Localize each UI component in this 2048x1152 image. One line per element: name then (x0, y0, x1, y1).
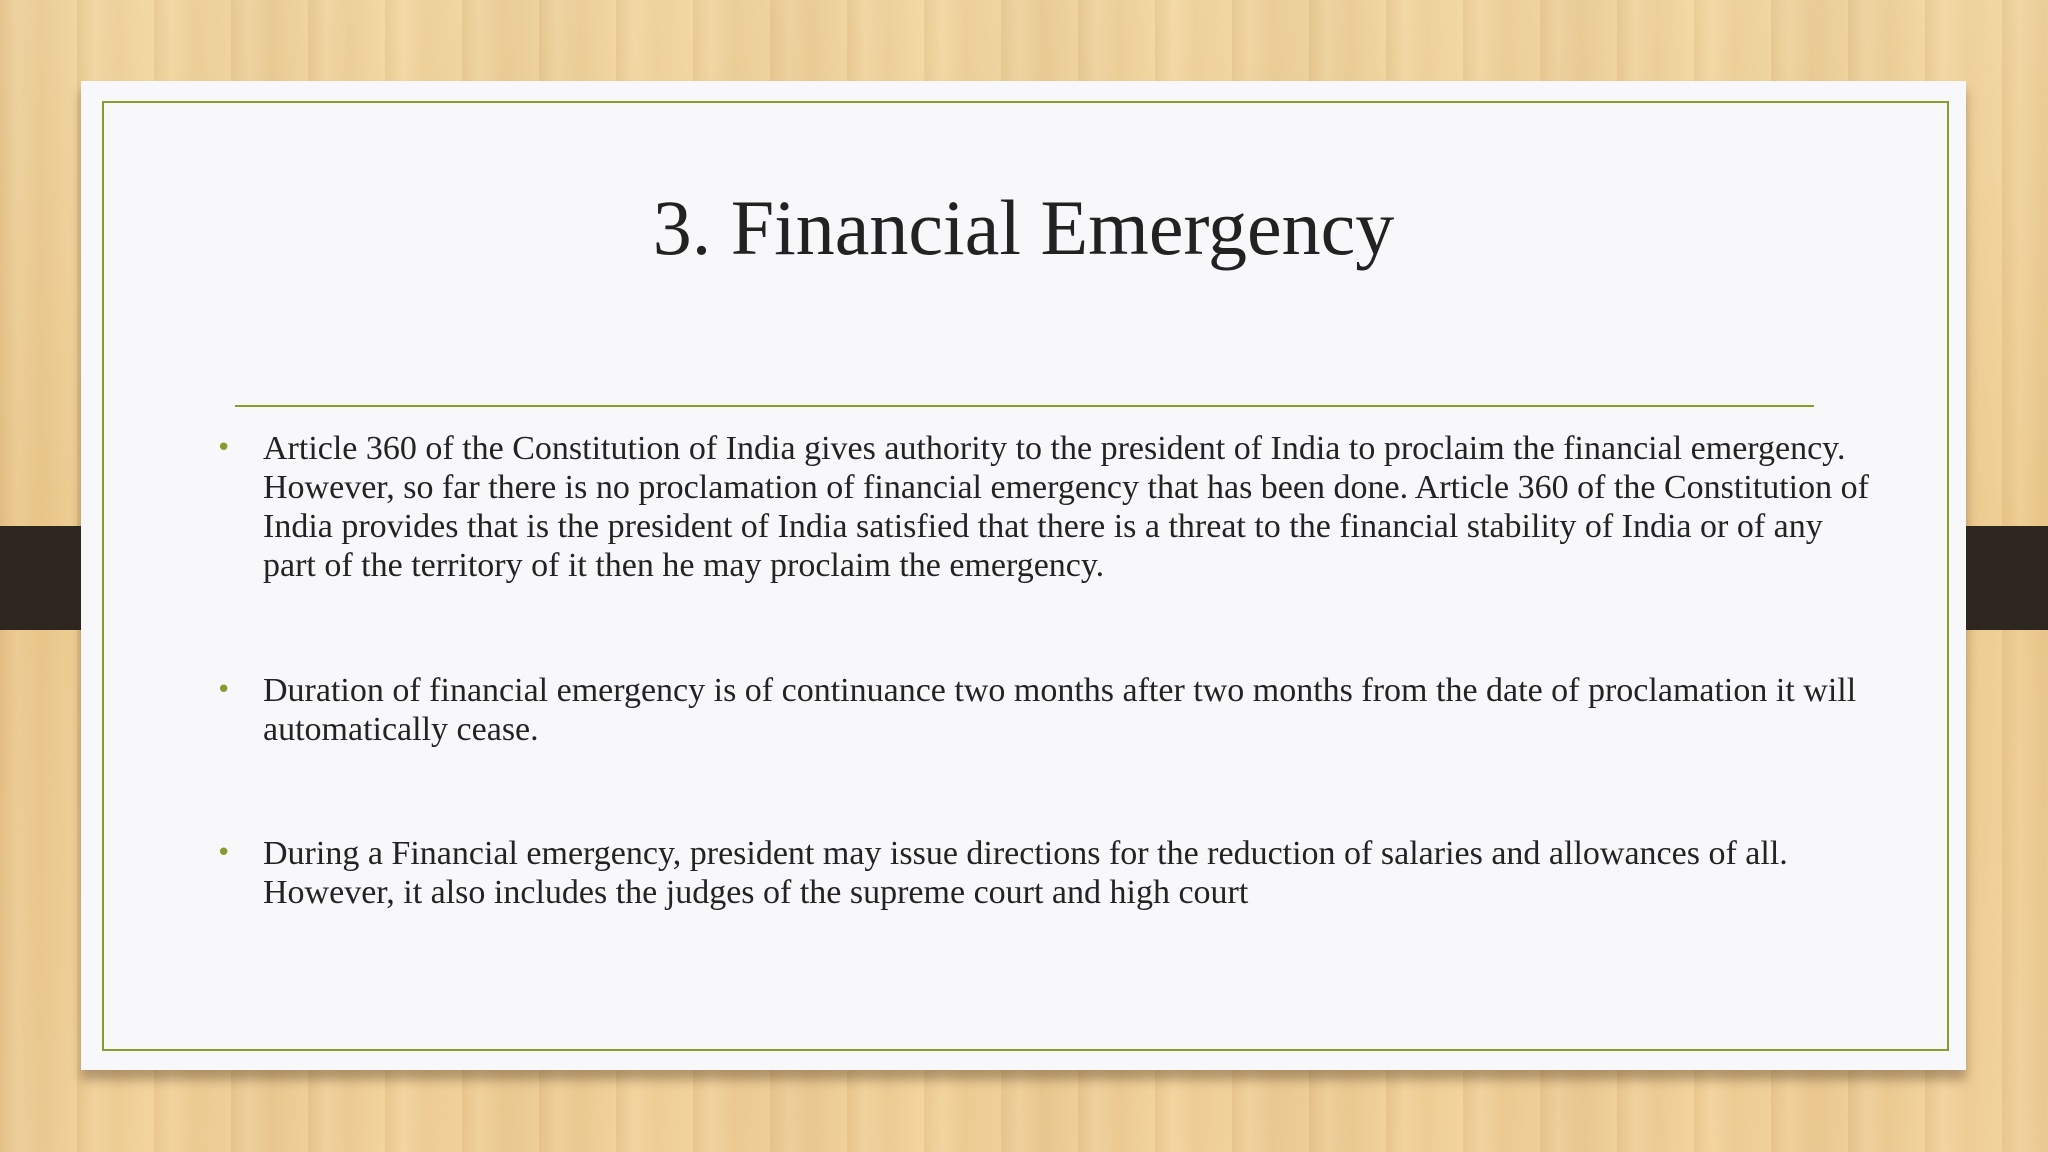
bullet-dot-icon: • (216, 433, 232, 463)
title-divider (235, 405, 1814, 407)
bullet-item (216, 429, 1876, 585)
bullet-text: Duration of financial emergency is of continuance two months after two months from the date of proclamation it will automatically cease. (263, 672, 1857, 748)
bullet-text: Article 360 of the Constitution of India gives authority to the president of India to proclaim the financial emergency. However, so far there is no proclamation of financial emergency that has been done. Article 360 of the Constitution of India provides that is the president of India satisfied that there is a threat to the financial stability of India or of any part of the territory of it then he may proclaim the emergency. (263, 430, 1869, 584)
bullet-item (216, 671, 1876, 749)
bullet-item (216, 834, 1876, 912)
slide (81, 81, 1966, 1070)
bullet-list (216, 429, 1876, 912)
bullet-text: During a Financial emergency, president may issue directions for the reduction of salaries and allowances of all. However, it also includes the judges of the supreme court and high court (263, 835, 1788, 911)
bullet-dot-icon: • (216, 675, 232, 705)
bullet-dot-icon: • (216, 838, 232, 868)
slide-title: 3. Financial Emergency (652, 184, 1395, 271)
